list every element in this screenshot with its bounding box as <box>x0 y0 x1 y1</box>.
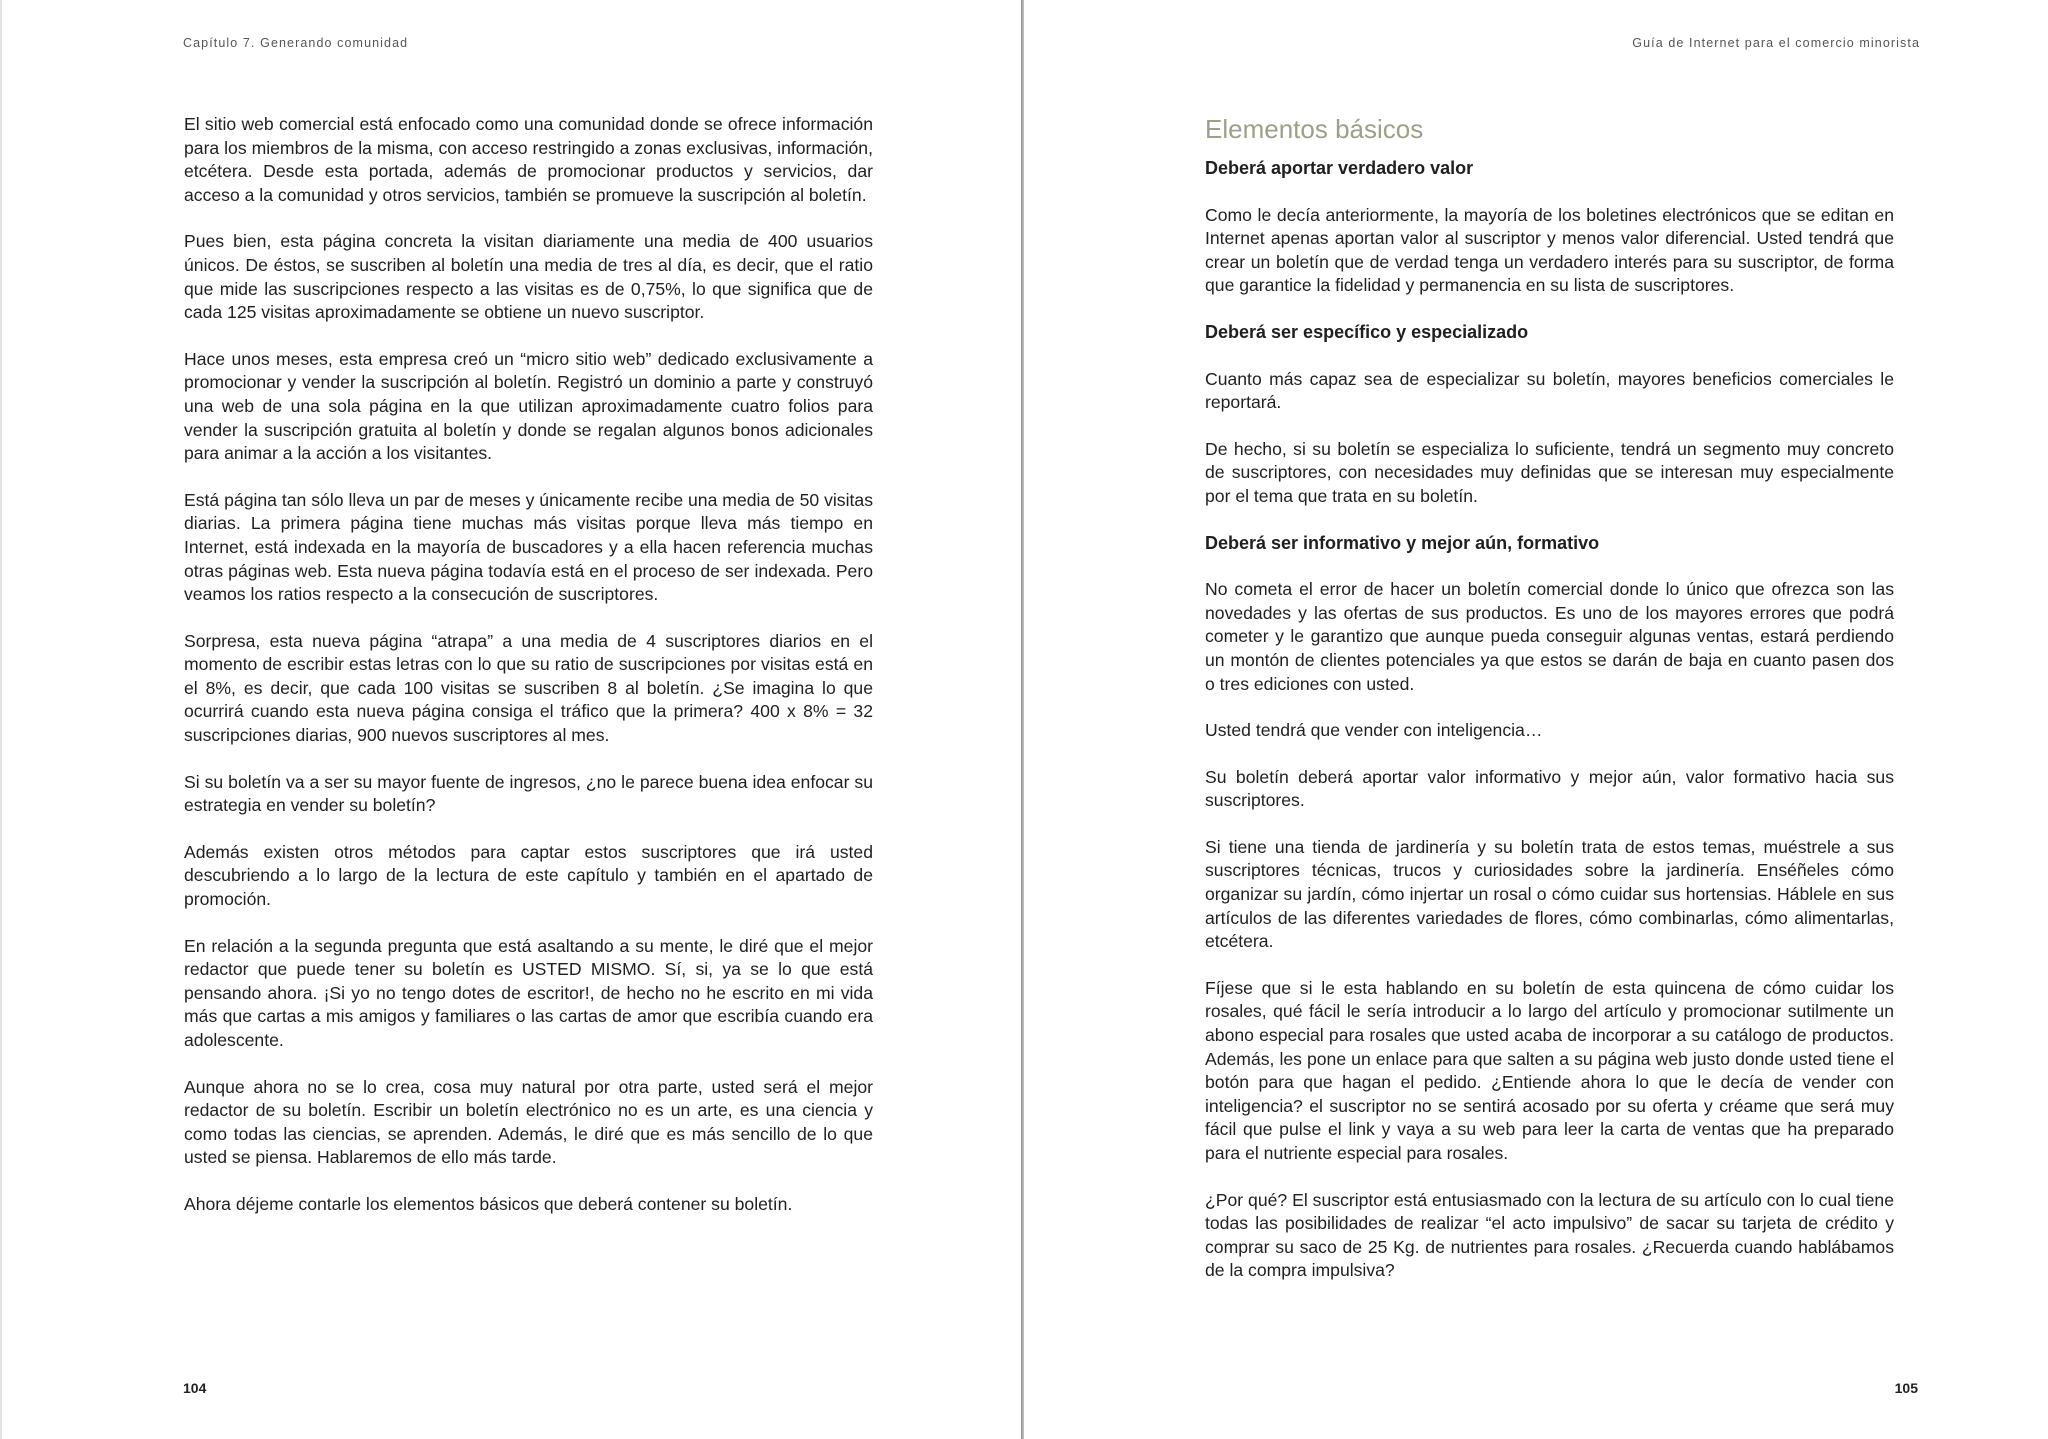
paragraph: Ahora déjeme contarle los elementos básicos que deberá contener su boletín. <box>184 1193 793 1214</box>
paragraph: En relación a la segunda pregunta que está asaltando a su mente, le diré que el mejor redactor que puede tener su boletín es USTED MISMO. Sí, si, ya se lo que está pensando ahora. ¡Si yo no tengo dotes de escritor!, de hecho no he escrito en mi vida más que cartas a mis amigos y familiares o las cartas de amor que escribía cuando era adolescente. <box>184 935 873 1050</box>
paragraph: No cometa el error de hacer un boletín comercial donde lo único que ofrezca son las novedades y las ofertas de sus productos. Es uno de los mayores errores que podrá cometer y le garantizo que aunque pueda conseguir algunas ventas, estará perdiendo un montón de clientes potenciales ya que estos se darán de baja en cuanto pasen dos o tres ediciones con usted. <box>1205 579 1894 694</box>
paragraph: Además existen otros métodos para captar estos suscriptores que irá usted descubriendo a lo largo de la lectura de este capítulo y también en el apartado de promoción. <box>184 841 873 910</box>
paragraph: Su boletín deberá aportar valor informativo y mejor aún, valor formativo hacia sus suscriptores. <box>1205 766 1894 811</box>
paragraph: El sitio web comercial está enfocado como una comunidad donde se ofrece información para los miembros de la misma, con acceso restringido a zonas exclusivas, información, etcétera. Desde esta portada, además de promocionar productos y servicios, dar acceso a la comunidad y otros servicios, también se promueve la suscripción al boletín. <box>184 114 873 205</box>
paragraph: Cuanto más capaz sea de especializar su boletín, mayores beneficios comerciales le reportará. <box>1205 368 1894 413</box>
paragraph: Hace unos meses, esta empresa creó un “micro sitio web” dedicado exclusivamente a promocionar y vender la suscripción al boletín. Registró un dominio a parte y construyó una web de una sola página en la que utilizan aproximadamente cuatro folios para vender la suscripción gratuita al boletín y donde se regalan algunos bonos adicionales para animar a la acción a los visitantes. <box>184 348 873 464</box>
right-running-head: Guía de Internet para el comercio minorista <box>1632 36 1920 50</box>
paragraph: De hecho, si su boletín se especializa lo suficiente, tendrá un segmento muy concreto de suscriptores, con necesidades muy definidas que se interesan muy especialmente por el tema que trata en su boletín. <box>1205 438 1894 506</box>
paragraph: Usted tendrá que vender con inteligencia… <box>1205 720 1543 741</box>
subheading: Deberá ser informativo y mejor aún, formativo <box>1205 532 1600 553</box>
left-body-text <box>184 113 873 1240</box>
right-body-text <box>1205 113 1894 1306</box>
paragraph: ¿Por qué? El suscriptor está entusiasmado con la lectura de su artículo con lo cual tiene todas las posibilidades de realizar “el acto impulsivo” de sacar su tarjeta de crédito y comprar su saco de 25 Kg. de nutrientes para rosales. ¿Recuerda cuando hablábamos de la compra impulsiva? <box>1205 1189 1894 1281</box>
right-page <box>1024 0 2048 1439</box>
section-title: Elementos básicos <box>1205 114 1424 144</box>
left-page-number: 104 <box>183 1380 207 1396</box>
right-page-number: 105 <box>1894 1380 1918 1396</box>
paragraph: Fíjese que si le esta hablando en su boletín de esta quincena de cómo cuidar los rosales, qué fácil le sería introducir a lo largo del artículo y promocionar sutilmente un abono especial para rosales que usted acaba de incorporar a su catálogo de productos. Además, les pone un enlace para que salten a su página web justo donde usted tiene el botón para que hagan el pedido. ¿Entiende ahora lo que le decía de vender con inteligencia? el suscriptor no se sentirá acosado por su oferta y créame que será muy fácil que pulse el link y vaya a su web para leer la carta de ventas que ha preparado para el nutriente especial para rosales. <box>1205 977 1894 1163</box>
paragraph: Como le decía anteriormente, la mayoría de los boletines electrónicos que se editan en Internet apenas aportan valor al suscriptor y menos valor diferencial. Usted tendrá que crear un boletín que de verdad tenga un verdadero interés para su suscriptor, de forma que garantice la fidelidad y permanencia en su lista de suscriptores. <box>1205 204 1894 296</box>
subheading: Deberá aportar verdadero valor <box>1205 158 1474 178</box>
paragraph: Sorpresa, esta nueva página “atrapa” a una media de 4 suscriptores diarios en el momento de escribir estas letras con lo que su ratio de suscripciones por visitas está en el 8%, es decir, que cada 100 visitas se suscriben 8 al boletín. ¿Se imagina lo que ocurrirá cuando esta nueva página consiga el tráfico que la primera? 400 x 8% = 32 suscripciones diarias, 900 nuevos suscriptores al mes. <box>184 630 873 746</box>
paragraph: Pues bien, esta página concreta la visitan diariamente una media de 400 usuarios únicos. De éstos, se suscriben al boletín una media de tres al día, es decir, que el ratio que mide las suscripciones respecto a las visitas es de 0,75%, lo que significa que de cada 125 visitas aproximadamente se obtiene un nuevo suscriptor. <box>184 231 873 323</box>
left-page <box>0 0 1021 1439</box>
paragraph: Si su boletín va a ser su mayor fuente de ingresos, ¿no le parece buena idea enfocar su estrategia en vender su boletín? <box>184 771 873 816</box>
subheading: Deberá ser específico y especializado <box>1205 321 1529 342</box>
paragraph: Aunque ahora no se lo crea, cosa muy natural por otra parte, usted será el mejor redactor de su boletín. Escribir un boletín electrónico no es un arte, es una ciencia y como todas las ciencias, se aprenden. Además, le diré que es más sencillo de lo que usted se piensa. Hablaremos de ello más tarde. <box>184 1076 873 1168</box>
paragraph: Si tiene una tienda de jardinería y su boletín trata de estos temas, muéstrele a sus suscriptores técnicas, trucos y curiosidades sobre la jardinería. Enséñeles cómo organizar su jardín, cómo injertar un rosal o cómo cuidar sus hortensias. Háblele en sus artículos de las diferentes variedades de flores, cómo combinarlas, cómo alimentarlas, etcétera. <box>1205 836 1894 952</box>
paragraph: Está página tan sólo lleva un par de meses y únicamente recibe una media de 50 visitas diarias. La primera página tiene muchas más visitas porque lleva más tiempo en Internet, está indexada en la mayoría de buscadores y a ella hacen referencia muchas otras páginas web. Esta nueva página todavía está en el proceso de ser indexada. Pero veamos los ratios respecto a la consecución de suscriptores. <box>184 489 873 605</box>
left-running-head: Capítulo 7. Generando comunidad <box>183 36 409 50</box>
